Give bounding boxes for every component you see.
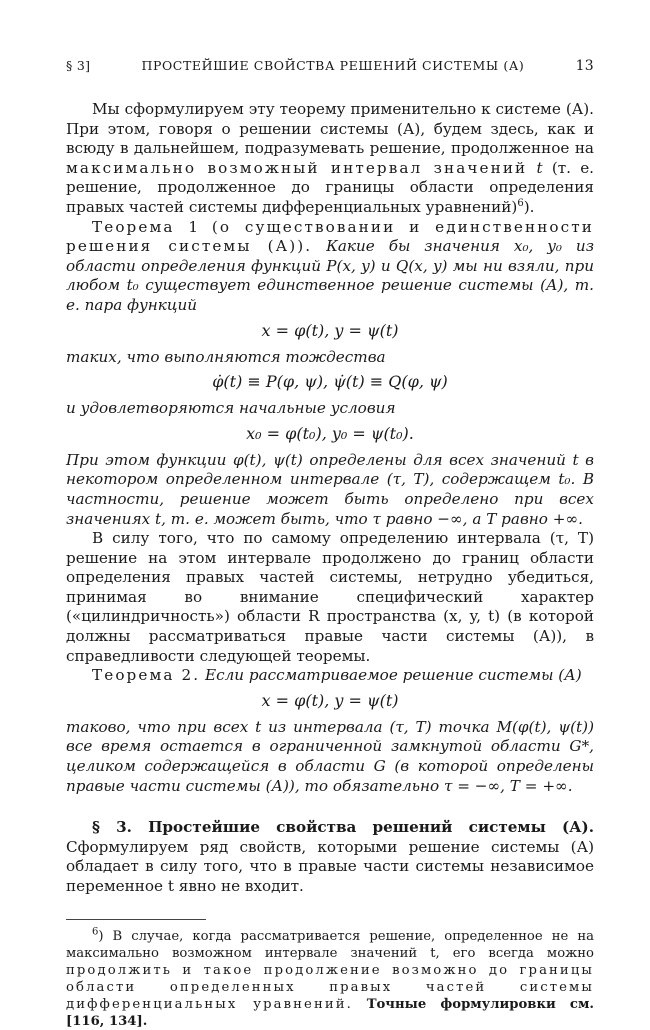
running-title: ПРОСТЕЙШИЕ СВОЙСТВА РЕШЕНИЙ СИСТЕМЫ (А) bbox=[141, 58, 525, 73]
theorem-1-cont2: и удовлетворяются начальные условия bbox=[66, 399, 396, 418]
equation-initial: x₀ = φ(t₀), y₀ = ψ(t₀). bbox=[246, 423, 414, 443]
theorem-1-cont: таких, что выполняются тождества bbox=[66, 347, 386, 366]
page-number: 13 bbox=[575, 58, 594, 74]
theorem-1-cont3: При этом функции φ(t), ψ(t) определены для всех значений t в некотором определенном интервале (τ, T), содержащем t₀. В частности, решение может быть определено при всех значениях t, т. е. может быть, что τ равно −∞, а T равно +∞. bbox=[66, 450, 594, 528]
footnote-mark: 6 bbox=[92, 926, 99, 938]
equation-identities: φ̇(t) ≡ P(φ, ψ), ψ̇(t) ≡ Q(φ, ψ) bbox=[212, 372, 448, 392]
theorem-1-label: Теорема 1 bbox=[92, 217, 201, 236]
spaced-phrase: максимально возможный интервал значений bbox=[66, 158, 528, 177]
theorem-2-cont: таково, что при всех t из интервала (τ, T) точка M(φ(t), ψ(t)) все время остается в ограниченной замкнутой области G*, целиком содержащейся в области G (в которой определены правые части системы (А)), то обязательно τ = −∞, T = +∞. bbox=[66, 717, 594, 795]
page bbox=[66, 58, 594, 1030]
section-3-heading: § 3. Простейшие свойства решений системы (А). bbox=[92, 818, 594, 837]
footnote-ref: 6 bbox=[517, 197, 524, 209]
paragraph-intro: Мы сформулируем эту теорему применительно к системе (А). При этом, говоря о решении системы (А), будем здесь, как и всюду в дальнейшем, подразумевать решение, продолженное на максимально возможный интервал значений t (т. е. решение, продолженное до границы области определения правых частей системы дифференциальных уравнений)$^6$). bbox=[66, 100, 595, 216]
equation-solution: x = φ(t), y = ψ(t) bbox=[261, 320, 399, 340]
running-head bbox=[66, 58, 594, 74]
section-mark: § 3] bbox=[66, 58, 91, 73]
theorem-2: Теорема 2. Если рассматриваемое решение системы (А) bbox=[92, 666, 582, 685]
paragraph-interval: В силу того, что по самому определению интервала (τ, T) решение на этом интервале продолжено до границ области определения правых частей системы, нетрудно убедиться, принимая во внимание специфический характер («цилиндричность») области R пространства (x, y, t) (в которой должны рассматриваться правые части системы (А)), в справедливости следующей теоремы. bbox=[66, 529, 594, 665]
equation-solution-2: x = φ(t), y = ψ(t) bbox=[261, 690, 399, 710]
section-3: § 3. Простейшие свойства решений системы (А). Сформулируем ряд свойств, которыми решение системы (А) обладает в силу того, что в правые части системы независимое переменное t явно не входит. bbox=[66, 818, 594, 895]
theorem-1: Теорема 1 (о существовании и единственности решения системы (А)). Какие бы значения x₀, y₀ из области определения функций P(x, y) и Q(x, y) мы ни взяли, при любом t₀ существует единственное решение системы (А), т. е. пара функций bbox=[66, 217, 594, 314]
footnote-rule bbox=[66, 919, 206, 920]
theorem-2-label: Теорема 2. bbox=[92, 666, 201, 685]
footnote: $^6$) В случае, когда рассматривается решение, определенное не на максимально возможном интервале значений t, его всегда можно продолжить и такое продолжение возможно до границы области определенных правых частей системы дифференциальных уравнений. Точные формулировки см. [116, 134]. bbox=[66, 926, 595, 1029]
